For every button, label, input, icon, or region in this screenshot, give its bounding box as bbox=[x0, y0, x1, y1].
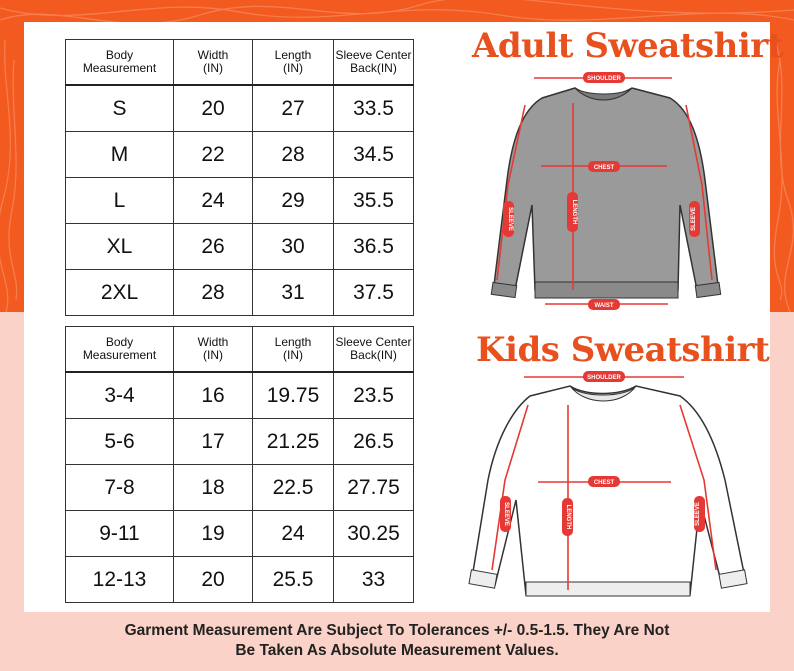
length-cell: 21.25 bbox=[253, 419, 334, 465]
kids-title: Kids Sweatshirt bbox=[476, 330, 770, 370]
length-cell: 28 bbox=[253, 132, 334, 178]
adult-waist-label: WAIST bbox=[594, 303, 614, 309]
header-width: Width (IN) bbox=[174, 327, 253, 373]
sleeve-cell: 27.75 bbox=[334, 465, 414, 511]
sleeve-cell: 33.5 bbox=[334, 85, 414, 132]
width-cell: 20 bbox=[174, 557, 253, 603]
size-cell: 5-6 bbox=[66, 419, 174, 465]
width-cell: 24 bbox=[174, 178, 253, 224]
width-cell: 28 bbox=[174, 270, 253, 316]
header-width: Width (IN) bbox=[174, 40, 253, 86]
length-cell: 19.75 bbox=[253, 372, 334, 419]
header-length: Length (IN) bbox=[253, 327, 334, 373]
kids-sleeve-right-label: SLEEVE bbox=[695, 502, 701, 526]
width-cell: 17 bbox=[174, 419, 253, 465]
length-cell: 27 bbox=[253, 85, 334, 132]
size-cell: 7-8 bbox=[66, 465, 174, 511]
length-cell: 31 bbox=[253, 270, 334, 316]
width-cell: 19 bbox=[174, 511, 253, 557]
sleeve-cell: 23.5 bbox=[334, 372, 414, 419]
adult-title: Adult Sweatshirt bbox=[472, 26, 783, 66]
adult-sleeve-right-label: SLEEVE bbox=[691, 207, 697, 231]
width-cell: 20 bbox=[174, 85, 253, 132]
size-cell: 3-4 bbox=[66, 372, 174, 419]
length-cell: 29 bbox=[253, 178, 334, 224]
kids-shoulder-label: SHOULDER bbox=[587, 375, 621, 381]
tolerance-footer bbox=[0, 621, 794, 661]
size-cell: 2XL bbox=[66, 270, 174, 316]
footer-line-1: Garment Measurement Are Subject To Tolerances +/- 0.5-1.5. They Are Not bbox=[124, 622, 670, 639]
adult-sleeve-left-label: SLEEVE bbox=[507, 207, 513, 231]
header-length: Length (IN) bbox=[253, 40, 334, 86]
sleeve-cell: 30.25 bbox=[334, 511, 414, 557]
size-cell: S bbox=[66, 85, 174, 132]
sleeve-cell: 37.5 bbox=[334, 270, 414, 316]
sleeve-cell: 36.5 bbox=[334, 224, 414, 270]
header-sleeve: Sleeve Center Back(IN) bbox=[334, 327, 414, 373]
kids-sleeve-left-label: SLEEVE bbox=[503, 502, 509, 526]
adult-chest-label: CHEST bbox=[593, 165, 615, 171]
size-cell: M bbox=[66, 132, 174, 178]
size-cell: XL bbox=[66, 224, 174, 270]
width-cell: 22 bbox=[174, 132, 253, 178]
width-cell: 26 bbox=[174, 224, 253, 270]
kids-chest-label: CHEST bbox=[593, 480, 615, 486]
length-cell: 24 bbox=[253, 511, 334, 557]
size-cell: 12-13 bbox=[66, 557, 174, 603]
size-cell: L bbox=[66, 178, 174, 224]
length-cell: 25.5 bbox=[253, 557, 334, 603]
width-cell: 16 bbox=[174, 372, 253, 419]
sleeve-cell: 34.5 bbox=[334, 132, 414, 178]
length-cell: 22.5 bbox=[253, 465, 334, 511]
sleeve-cell: 33 bbox=[334, 557, 414, 603]
header-body-measurement: Body Measurement bbox=[66, 327, 174, 373]
header-sleeve: Sleeve Center Back(IN) bbox=[334, 40, 414, 86]
adult-shoulder-label: SHOULDER bbox=[587, 76, 621, 82]
sleeve-cell: 35.5 bbox=[334, 178, 414, 224]
size-cell: 9-11 bbox=[66, 511, 174, 557]
kids-length-label: LENGTH bbox=[565, 504, 571, 530]
footer-line-2: Be Taken As Absolute Measurement Values. bbox=[235, 642, 559, 659]
width-cell: 18 bbox=[174, 465, 253, 511]
adult-length-label: LENGTH bbox=[571, 199, 577, 225]
header-body-measurement: Body Measurement bbox=[66, 40, 174, 86]
sleeve-cell: 26.5 bbox=[334, 419, 414, 465]
length-cell: 30 bbox=[253, 224, 334, 270]
